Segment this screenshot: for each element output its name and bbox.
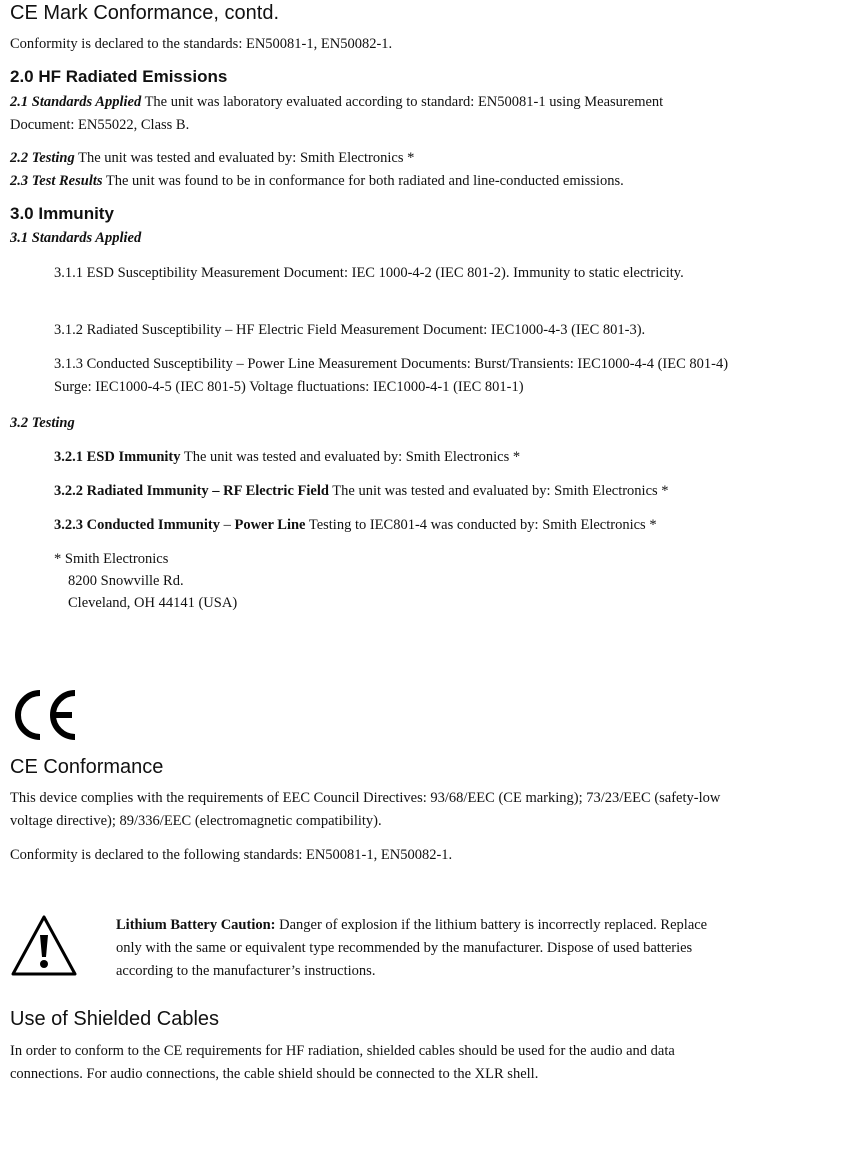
- sec2-2-paragraph: [10, 147, 810, 170]
- sec2-heading: 2.0 HF Radiated Emissions: [10, 67, 228, 86]
- sec2-3-label: 2.3 Test Results: [10, 173, 103, 189]
- ce-mark-logo: [10, 688, 78, 742]
- sec2-3-text: The unit was found to be in conformance for both radiated and line-conducted emissions.: [102, 173, 624, 189]
- sec3-2-label: 3.2 Testing: [10, 415, 75, 431]
- sec3-1-3-paragraph: 3.1.3 Conducted Susceptibility – Power Line Measurement Documents: Burst/Transients: IEC1000-4-4 (IEC 801-4) Surge: IEC1000-4-5 (IEC 801-5) Voltage fluctuations: IEC1000-4-1 (IEC 801-1): [54, 356, 729, 395]
- sec3-2-1-label: 3.2.1 ESD Immunity: [54, 449, 181, 465]
- sec2-1-text: The unit was laboratory evaluated according to standard: EN50081-1 using Measurement Document: EN55022, Class B.: [10, 94, 664, 133]
- address-line-2: 8200 Snowville Rd.: [68, 573, 184, 589]
- sec3-2-3-dash: –: [219, 517, 235, 533]
- ce-conformance-text-1: This device complies with the requirements of EEC Council Directives: 93/68/EEC (CE marking); 73/23/EEC (safety-low voltage directive); 89/336/EEC (electromagnetic compatibility).: [10, 790, 721, 829]
- sec2-3-paragraph: [10, 170, 810, 193]
- ce-contd-text: Conformity is declared to the standards: EN50081-1, EN50082-1.: [10, 36, 393, 52]
- sec2-1-paragraph: [10, 91, 670, 137]
- warning-triangle-icon: [10, 913, 78, 977]
- address-line-3: Cleveland, OH 44141 (USA): [68, 595, 238, 611]
- ce-conformance-text-2: Conformity is declared to the following standards: EN50081-1, EN50082-1.: [10, 847, 453, 863]
- address-line-1: * Smith Electronics: [54, 551, 169, 567]
- sec2-2-text: The unit was tested and evaluated by: Smith Electronics *: [74, 150, 415, 166]
- battery-caution-paragraph: [116, 914, 736, 983]
- sec3-2-3-text: Testing to IEC801-4 was conducted by: Smith Electronics *: [305, 517, 657, 533]
- sec3-1-label: 3.1 Standards Applied: [10, 230, 142, 246]
- sec3-1-1-paragraph: 3.1.1 ESD Susceptibility Measurement Document: IEC 1000-4-2 (IEC 801-2). Immunity to static electricity.: [54, 265, 684, 281]
- shielded-cables-text: In order to conform to the CE requirements for HF radiation, shielded cables should be used for the audio and data connections. For audio connections, the cable shield should be connected to the XLR shell.: [10, 1043, 675, 1082]
- sec3-heading: 3.0 Immunity: [10, 204, 114, 223]
- sec3-2-2-text: The unit was tested and evaluated by: Smith Electronics *: [328, 483, 669, 499]
- sec3-2-1-text: The unit was tested and evaluated by: Smith Electronics *: [180, 449, 521, 465]
- ce-contd-heading: CE Mark Conformance, contd.: [10, 2, 279, 24]
- sec3-2-3-label-a: 3.2.3 Conducted Immunity: [54, 517, 220, 533]
- sec2-1-label: 2.1 Standards Applied: [10, 94, 142, 110]
- sec3-2-1-paragraph: [54, 446, 754, 469]
- sec3-2-2-paragraph: [54, 480, 814, 503]
- ce-conformance-heading: CE Conformance: [10, 756, 164, 778]
- sec2-2-label: 2.2 Testing: [10, 150, 75, 166]
- shielded-cables-heading: Use of Shielded Cables: [10, 1008, 220, 1030]
- battery-caution-label: Lithium Battery Caution:: [116, 917, 276, 933]
- sec3-2-3-label-b: Power Line: [234, 517, 306, 533]
- sec3-2-3-paragraph: [54, 514, 814, 537]
- sec3-1-2-paragraph: 3.1.2 Radiated Susceptibility – HF Electric Field Measurement Document: IEC1000-4-3 (IEC 801-3).: [54, 322, 646, 338]
- battery-caution-text: Danger of explosion if the lithium battery is incorrectly replaced. Replace only with the same or equivalent type recommended by the manufacturer. Dispose of used batteries according to the manufacturer’s instructions.: [116, 917, 708, 979]
- sec3-2-2-label: 3.2.2 Radiated Immunity – RF Electric Field: [54, 483, 329, 499]
- address-block: [54, 548, 237, 614]
